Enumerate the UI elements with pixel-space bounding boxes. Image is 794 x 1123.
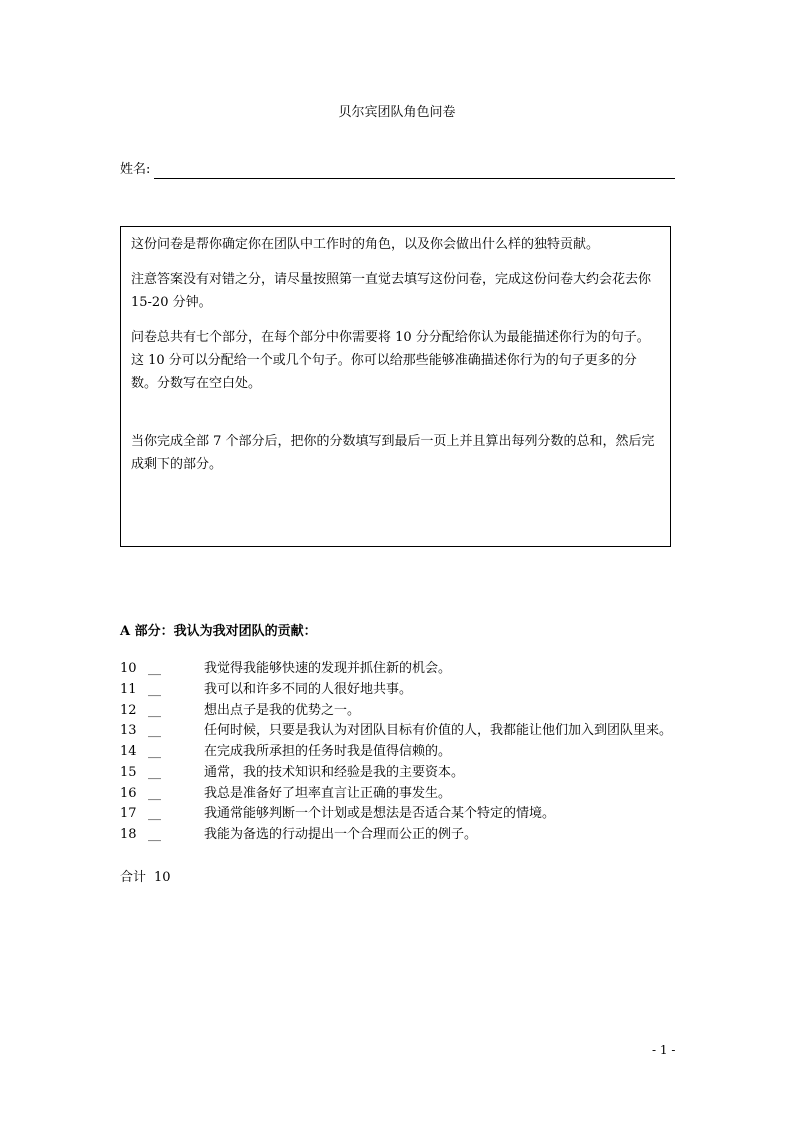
intro-paragraph-2: 注意答案没有对错之分，请尽量按照第一直觉去填写这份问卷，完成这份问卷大约会花去你 15-20 分钟。 [131, 272, 652, 310]
score-blank[interactable]: __ [148, 827, 161, 842]
name-field[interactable] [154, 164, 675, 179]
item-text: 我通常能够判断一个计划或是想法是否适合某个特定的情境。 [204, 806, 556, 822]
item-number: 17 [120, 806, 137, 822]
item-text: 通常，我的技术知识和经验是我的主要资本。 [204, 764, 465, 780]
score-blank[interactable]: __ [148, 785, 161, 801]
score-blank[interactable]: __ [148, 661, 161, 676]
list-item [120, 742, 720, 763]
total-value: 10 [154, 870, 171, 885]
question-list [120, 659, 720, 846]
name-label: 姓名: [120, 162, 151, 177]
item-number: 15 [120, 764, 137, 780]
list-item [120, 825, 720, 846]
total-row [120, 866, 171, 885]
item-text: 任何时候，只要是我认为对团队目标有价值的人，我都能让他们加入到团队里来。 [204, 723, 673, 739]
item-number: 18 [120, 827, 137, 842]
list-item [120, 721, 720, 742]
intro-paragraph-3: 问卷总共有七个部分，在每个部分中你需要将 10 分分配给你认为最能描述你行为的句子。这 10 分可以分配给一个或几个句子。你可以给那些能够准确描述你行为的句子更多的分数。分数写在空白处。 [131, 330, 650, 391]
item-number: 13 [120, 723, 137, 739]
item-text: 我能为备选的行动提出一个合理而公正的例子。 [204, 827, 478, 842]
score-blank[interactable]: __ [148, 702, 161, 718]
item-text: 我总是准备好了坦率直言让正确的事发生。 [204, 785, 452, 801]
list-item [120, 701, 720, 722]
instructions-box [120, 226, 671, 547]
intro-paragraph-4: 当你完成全部 7 个部分后，把你的分数填写到最后一页上并且算出每列分数的总和，然后完成剩下的部分。 [131, 434, 655, 472]
section-title: A 部分：我认为我对团队的贡献： [120, 624, 317, 639]
page-title: 贝尔宾团队角色问卷 [338, 105, 456, 120]
list-item [120, 763, 720, 784]
item-number: 11 [120, 681, 137, 697]
item-number: 12 [120, 702, 137, 718]
score-blank[interactable]: __ [148, 744, 161, 759]
item-number: 10 [120, 661, 137, 676]
list-item [120, 804, 720, 825]
item-text: 想出点子是我的优势之一。 [204, 702, 361, 718]
score-blank[interactable]: __ [148, 764, 161, 780]
page-number: - 1 - [652, 1043, 676, 1057]
item-text: 在完成我所承担的任务时我是值得信赖的。 [204, 744, 452, 759]
score-blank[interactable]: __ [148, 681, 161, 697]
intro-paragraph-1: 这份问卷是帮你确定你在团队中工作时的角色，以及你会做出什么样的独特贡献。 [131, 237, 600, 252]
list-item [120, 784, 720, 805]
item-text: 我可以和许多不同的人很好地共事。 [204, 681, 413, 697]
list-item [120, 680, 720, 701]
name-row [120, 161, 675, 179]
score-blank[interactable]: __ [148, 723, 161, 739]
score-blank[interactable]: __ [148, 806, 161, 822]
total-label: 合计 [120, 870, 147, 885]
item-number: 14 [120, 744, 137, 759]
item-number: 16 [120, 785, 137, 801]
list-item [120, 659, 720, 680]
item-text: 我觉得我能够快速的发现并抓住新的机会。 [204, 661, 452, 676]
